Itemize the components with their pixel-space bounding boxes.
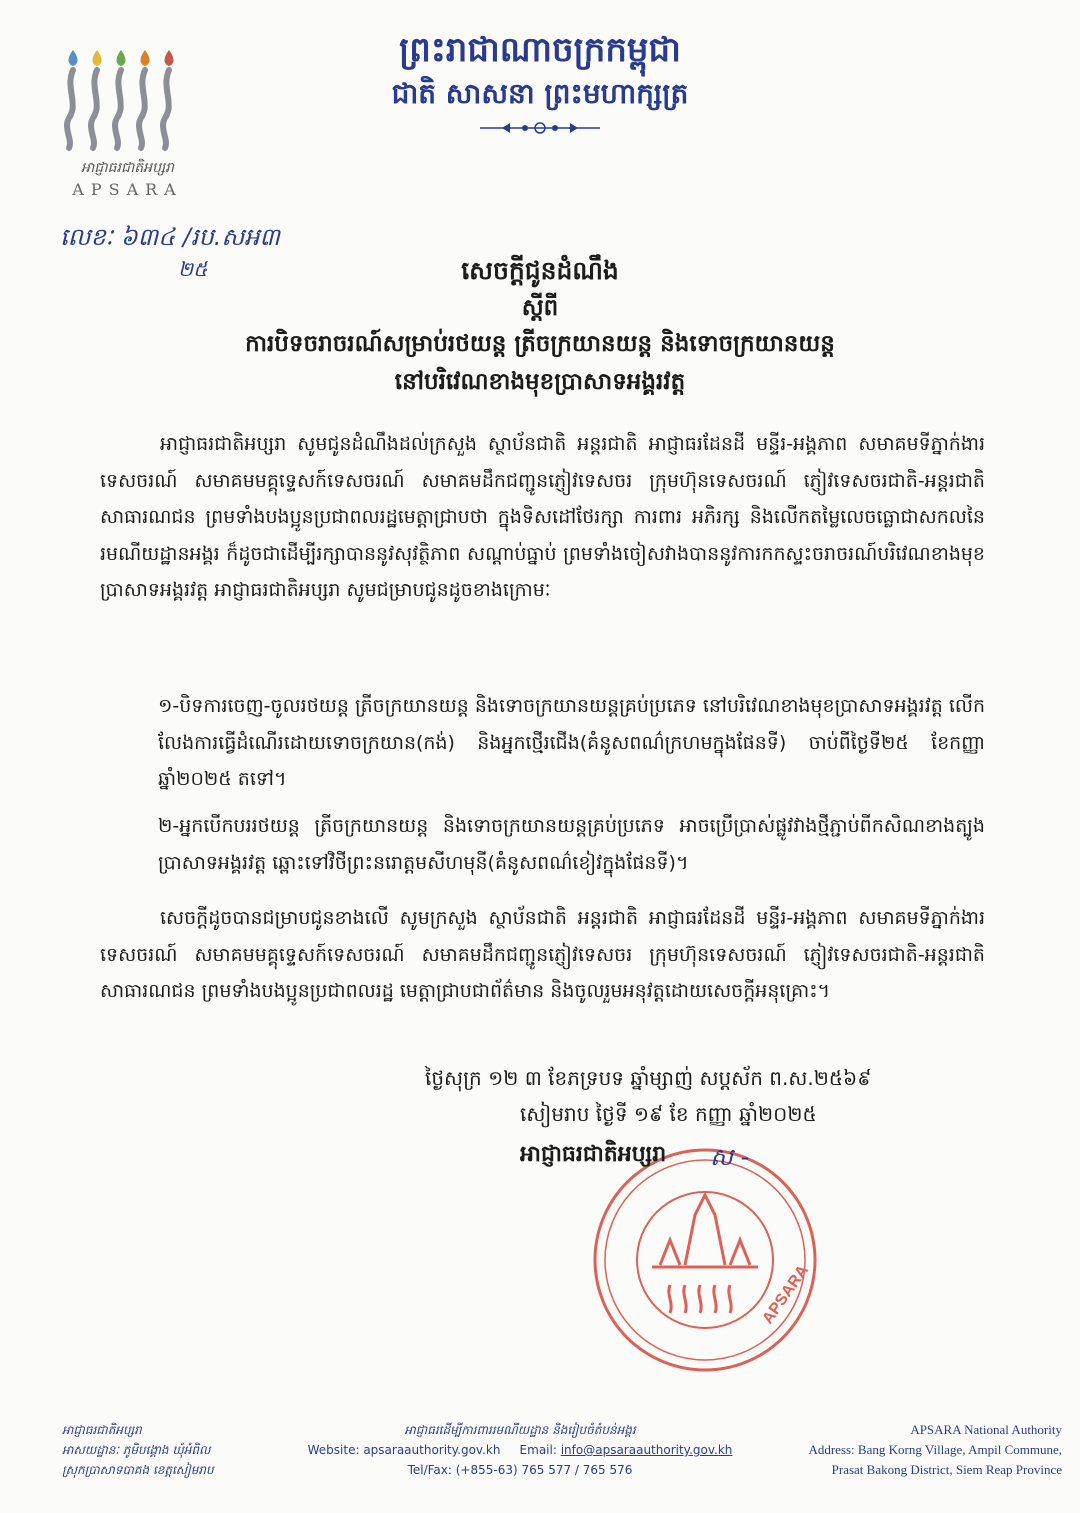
footer-left-line-3: ស្រុកប្រាសាទបាគង ខេត្តសៀមរាប [62,1463,214,1477]
footer-left [62,1420,282,1480]
national-motto: ជាតិ សាសនា ព្រះមហាក្សត្រ [391,77,689,110]
reference-year: ២៥ [178,257,208,281]
logo-emblem-icon [55,48,205,153]
logo-drop-icon [117,50,126,66]
kingdom-title: ព្រះរាជាណាចក្រកម្ពុជា [399,30,681,70]
footer-right-line-3: Prasat Bakong District, Siem Reap Province [831,1462,1062,1477]
notice-subtitle: ស្តីពី [521,295,559,321]
seal-label: APSARA [759,1262,813,1328]
logo-drop-icon [93,50,102,66]
apsara-logo [55,48,215,213]
list-item-1: ១-បិទការចេញ-ចូលរថយន្ត ត្រីចក្រយានយន្ត និងទោចក្រយានយន្តគ្រប់ប្រភេទ នៅបរិវេណខាងមុខប្រាសាទអង្គរវត្ត លើកលែងការធ្វើដំណើរដោយទោចក្រយាន(កង់) និងអ្នកថ្មើរជើង(គំនូសពណ៌ក្រហមក្នុងផែនទី) ចាប់ពីថ្ងៃទី២៥ ខែកញ្ញា ឆ្នាំ២០២៥ តទៅ។ [158,695,986,790]
logo-name-en: APSARA [72,180,183,199]
notice-subject-line-1: ការបិទចរាចរណ៍សម្រាប់រថយន្ត ត្រីចក្រយានយន្ត និងទោចក្រយានយន្ត [245,331,835,357]
footer-telfax: Tel/Fax: (+855-63) 765 577 / 765 576 [407,1463,633,1477]
notice-title: សេចក្តីជូនដំណឹង [461,256,619,285]
logo-drop-icon [141,50,150,66]
footer-right [740,1420,1062,1480]
logo-drop-icon [165,50,174,66]
footer-left-line-2: អាសយដ្ឋានៈ ភូមិបង្គោង ឃុំអំពិល [62,1443,211,1457]
footer-middle [290,1420,750,1480]
footer-email-label: Email: [519,1443,557,1457]
reference-number: លេខៈ ៦៣៤ /រប.សអ៣ [60,223,280,251]
footer-right-line-1: APSARA National Authority [910,1422,1062,1437]
date-solar: សៀមរាប ថ្ងៃទី ១៩ ខែ កញ្ញា ឆ្នាំ២០២៥ [520,1102,817,1126]
list-item-2: ២-អ្នកបើកបររថយន្ត ត្រីចក្រយានយន្ត និងទោចក្រយានយន្តគ្រប់ប្រភេទ អាចប្រើប្រាស់ផ្លូវវាងថ្មីភ្ជាប់ពីកសិណខាងត្បូងប្រាសាទអង្គរវត្ត ឆ្ពោះទៅវិថីព្រះនរោត្តមសីហមុនី(គំនូសពណ៌ខៀវក្នុងផែនទី)។ [158,815,985,874]
signature-initial: ស - [710,1143,750,1171]
footer-right-line-2: Address: Bang Korng Village, Ampil Commune, [808,1442,1062,1457]
date-lunar: ថ្ងៃសុក្រ ១២ ៣ ខែភទ្របទ ឆ្នាំម្សាញ់ សប្តស័ក ព.ស.២៥៦៩ [425,1066,872,1090]
official-seal-icon [590,1145,820,1375]
footer-website[interactable]: Website: apsaraauthority.gov.kh [307,1443,501,1457]
closing-paragraph: សេចក្តីដូចបានជម្រាបជូនខាងលើ សូមក្រសួង ស្ថាប័នជាតិ អន្តរជាតិ អាជ្ញាធរដែនដី មន្ទីរ-អង្គភាព សមាគមទីភ្នាក់ងារទេសចរណ៍ សមាគមមគ្គុទ្ទេសក៍ទេសចរណ៍ សមាគមដឹកជញ្ជូនភ្ញៀវទេសចរ ក្រុមហ៊ុនទេសចរណ៍ ភ្ញៀវទេសចរជាតិ-អន្តរជាតិ សាធារណជន ព្រមទាំងបងប្អូនប្រជាពលរដ្ឋ មេត្តាជ្រាបជាព័ត៌មាន និងចូលរួមអនុវត្តដោយសេចក្តីអនុគ្រោះ។ [100,907,985,1002]
footer-left-line-1: អាជ្ញាធរជាតិអប្សរា [62,1423,142,1437]
footer-email-link[interactable]: info@apsaraauthority.gov.kh [560,1443,733,1457]
logo-drop-icon [69,50,78,66]
intro-paragraph: អាជ្ញាធរជាតិអប្សរា សូមជូនដំណឹងដល់ក្រសួង ស្ថាប័នជាតិ អន្តរជាតិ អាជ្ញាធរដែនដី មន្ទីរ-អង្គភាព សមាគមទីភ្នាក់ងារទេសចរណ៍ សមាគមមគ្គុទ្ទេសក៍ទេសចរណ៍ សមាគមដឹកជញ្ជូនភ្ញៀវទេសចរ ក្រុមហ៊ុនទេសចរណ៍ ភ្ញៀវទេសចរជាតិ-អន្តរជាតិ សាធារណជន ព្រមទាំងបងប្អូនប្រជាពលរដ្ឋមេត្តាជ្រាបថា ក្នុងទិសដៅថែរក្សា ការពារ អភិរក្ស និងលើកតម្លៃលេចធ្លោជាសកលនៃរមណីយដ្ឋានអង្គរ ក៏ដូចជាដើម្បីរក្សាបាននូវសុវត្ថិភាព សណ្តាប់ធ្នាប់ ព្រមទាំងចៀសវាងបាននូវការកកស្ទះចរាចរណ៍បរិវេណខាងមុខប្រាសាទអង្គរវត្ត អាជ្ញាធរជាតិអប្សរា សូមជម្រាបជូនដូចខាងក្រោមៈ [100,433,985,601]
footer-mid-kh: អាជ្ញាធរដើម្បីការពាររមណីយដ្ឋាន និងរៀបចំតំបន់អង្គរ [404,1423,636,1437]
ornament-divider-icon [480,118,600,138]
signer-name: អាជ្ញាធរជាតិអប្សរា [520,1142,667,1167]
notice-subject-line-2: នៅបរិវេណខាងមុខប្រាសាទអង្គរវត្ត [394,369,686,395]
logo-name-kh: អាជ្ញាធរជាតិអប្សរា [80,160,175,176]
